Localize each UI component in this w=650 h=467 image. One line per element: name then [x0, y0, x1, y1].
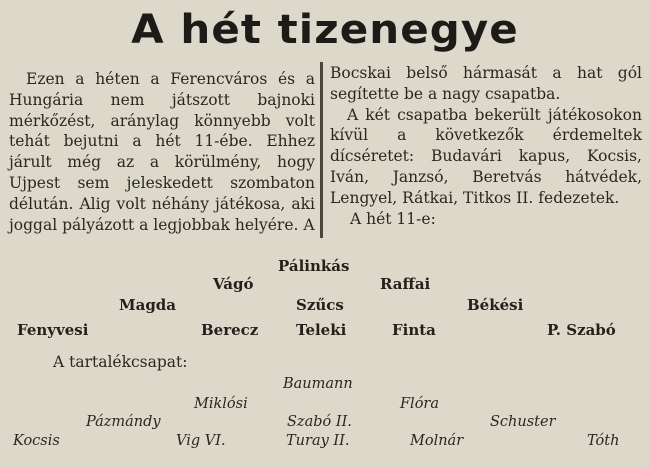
first-team-halfback: Szűcs — [296, 296, 344, 314]
reserve-halfback: Szabó II. — [287, 414, 352, 430]
first-team-goalkeeper: Pálinkás — [278, 257, 350, 275]
first-team-halfback: Magda — [119, 296, 177, 314]
first-team-forward: Teleki — [296, 321, 347, 339]
reserve-forward: Vig VI. — [176, 433, 226, 449]
reserve-back: Flóra — [400, 396, 440, 412]
first-team-forward: Berecz — [201, 321, 259, 339]
reserve-forward: Turay II. — [286, 433, 350, 449]
team-label: A hét 11-e: — [350, 209, 436, 228]
reserve-forward: Tóth — [587, 433, 620, 449]
first-team-forward: Fenyvesi — [17, 321, 89, 339]
first-team-halfback: Békési — [467, 296, 524, 314]
reserve-team-label: A tartalékcsapat: — [53, 353, 188, 371]
reserve-back: Miklósi — [194, 396, 248, 412]
reserve-forward: Kocsis — [13, 433, 60, 449]
right-column — [330, 63, 642, 229]
left-column — [9, 69, 315, 235]
headline: A hét tizenegye — [131, 7, 519, 53]
right-continuation: Bocskai belső hármasát a hat gól segítette be a nagy csapatba. — [330, 64, 642, 103]
right-paragraph: A két csapatba bekerült játékosokon kívül a következők érdemeltek dícséretet: Budavári kapus, Kocsis, Iván, Janzsó, Beretvás hátvédek, Lengyel, Rátkai, Titkos II. fedezetek. — [330, 105, 642, 207]
first-team-forward: P. Szabó — [547, 321, 616, 339]
left-paragraph: Ezen a héten a Ferencváros és a Hungária nem játszott bajnoki mérkőzést, aránylag könnyebb volt tehát bejutni a hét 11-ébe. Ehhez járult még az a körülmény, hogy Ujpest sem jeleskedett szombaton délután. Alig volt néhány játékosa, aki joggal pályázott a legjobbak helyére. A — [9, 70, 315, 234]
first-team-back: Raffai — [380, 275, 431, 293]
reserve-halfback: Schuster — [490, 414, 556, 430]
column-divider — [320, 62, 323, 238]
first-team-back: Vágó — [213, 275, 254, 293]
reserve-forward: Molnár — [410, 433, 464, 449]
first-team-forward: Finta — [392, 321, 436, 339]
reserve-goalkeeper: Baumann — [283, 376, 353, 392]
reserve-halfback: Pázmándy — [86, 414, 161, 430]
